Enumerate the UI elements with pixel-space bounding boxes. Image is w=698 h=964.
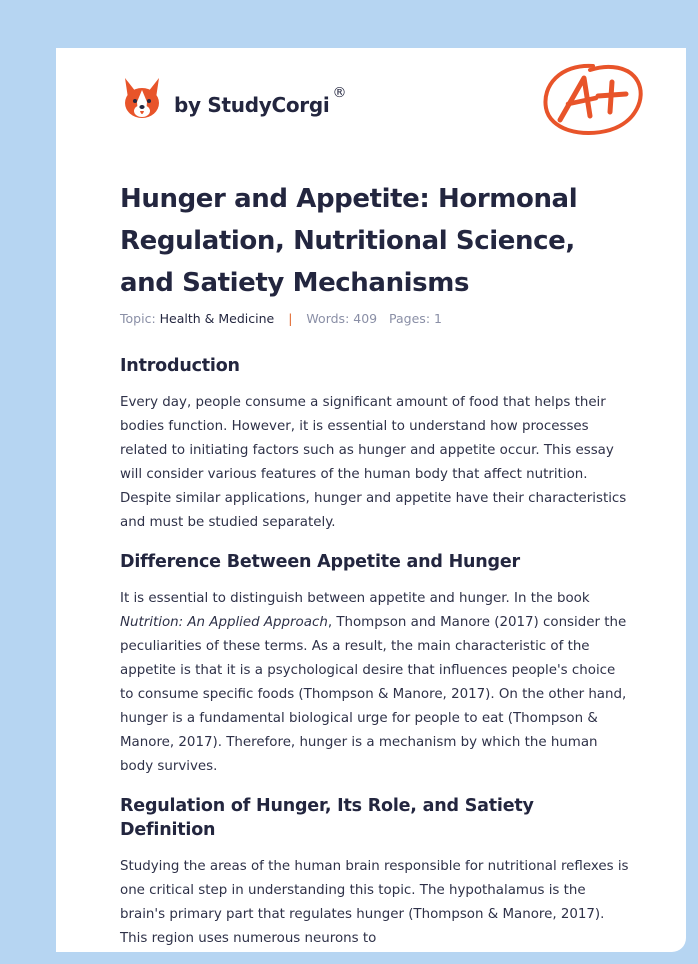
topic-label: Topic:: [120, 311, 156, 326]
grade-a-plus-mark: [538, 58, 648, 140]
document-title: Hunger and Appetite: Hormonal Regulation, Nutritional Science, and Satiety Mechanisms: [120, 184, 578, 298]
section-heading-introduction: Introduction: [120, 356, 240, 376]
topic-value[interactable]: Health & Medicine: [159, 311, 275, 326]
words-label: Words:: [306, 311, 350, 326]
document-body: [120, 354, 630, 952]
page-header: [56, 48, 686, 168]
brand-name: by StudyCorgi ®: [174, 85, 347, 117]
section-paragraph-introduction: Every day, people consume a significant amount of food that helps their bodies function. However, it is essential to understand how processes related to initiating factors such as hunger and appetite occur. This essay will consider various features of the human body that affect nutrition. Despite similar applications, hunger and appetite have their characteristics and must be studied separately.: [120, 395, 627, 530]
pages-value: 1: [434, 311, 442, 326]
section-heading-regulation: Regulation of Hunger, Its Role, and Satiety Definition: [120, 796, 534, 840]
section-heading-difference: Difference Between Appetite and Hunger: [120, 552, 520, 572]
words-value: 409: [353, 311, 378, 326]
meta-separator: |: [288, 311, 293, 326]
document-meta: [120, 311, 442, 326]
corgi-icon: [122, 76, 162, 122]
section-paragraph-regulation: Studying the areas of the human brain responsible for nutritional reflexes is one critical step in understanding this topic. The hypothalamus is the brain's primary part that regulates hunger (Thompson & Manore, 2017). This region uses numerous neurons to: [120, 859, 629, 946]
studycorgi-logo[interactable]: [122, 76, 346, 122]
pages-label: Pages:: [389, 311, 431, 326]
section-paragraph-difference: It is essential to distinguish between appetite and hunger. In the book Nutrition: An Applied Approach, Thompson and Manore (2017) consider the peculiarities of these terms. As a result, the main characteristic of the appetite is that it is a psychological desire that influences people's choice to consume specific foods (Thompson & Manore, 2017). On the other hand, hunger is a fundamental biological urge for people to eat (Thompson & Manore, 2017). Therefore, hunger is a mechanism by which the human body survives.: [120, 591, 627, 774]
document-page: [56, 48, 686, 952]
book-title: Nutrition: An Applied Approach: [120, 615, 328, 630]
